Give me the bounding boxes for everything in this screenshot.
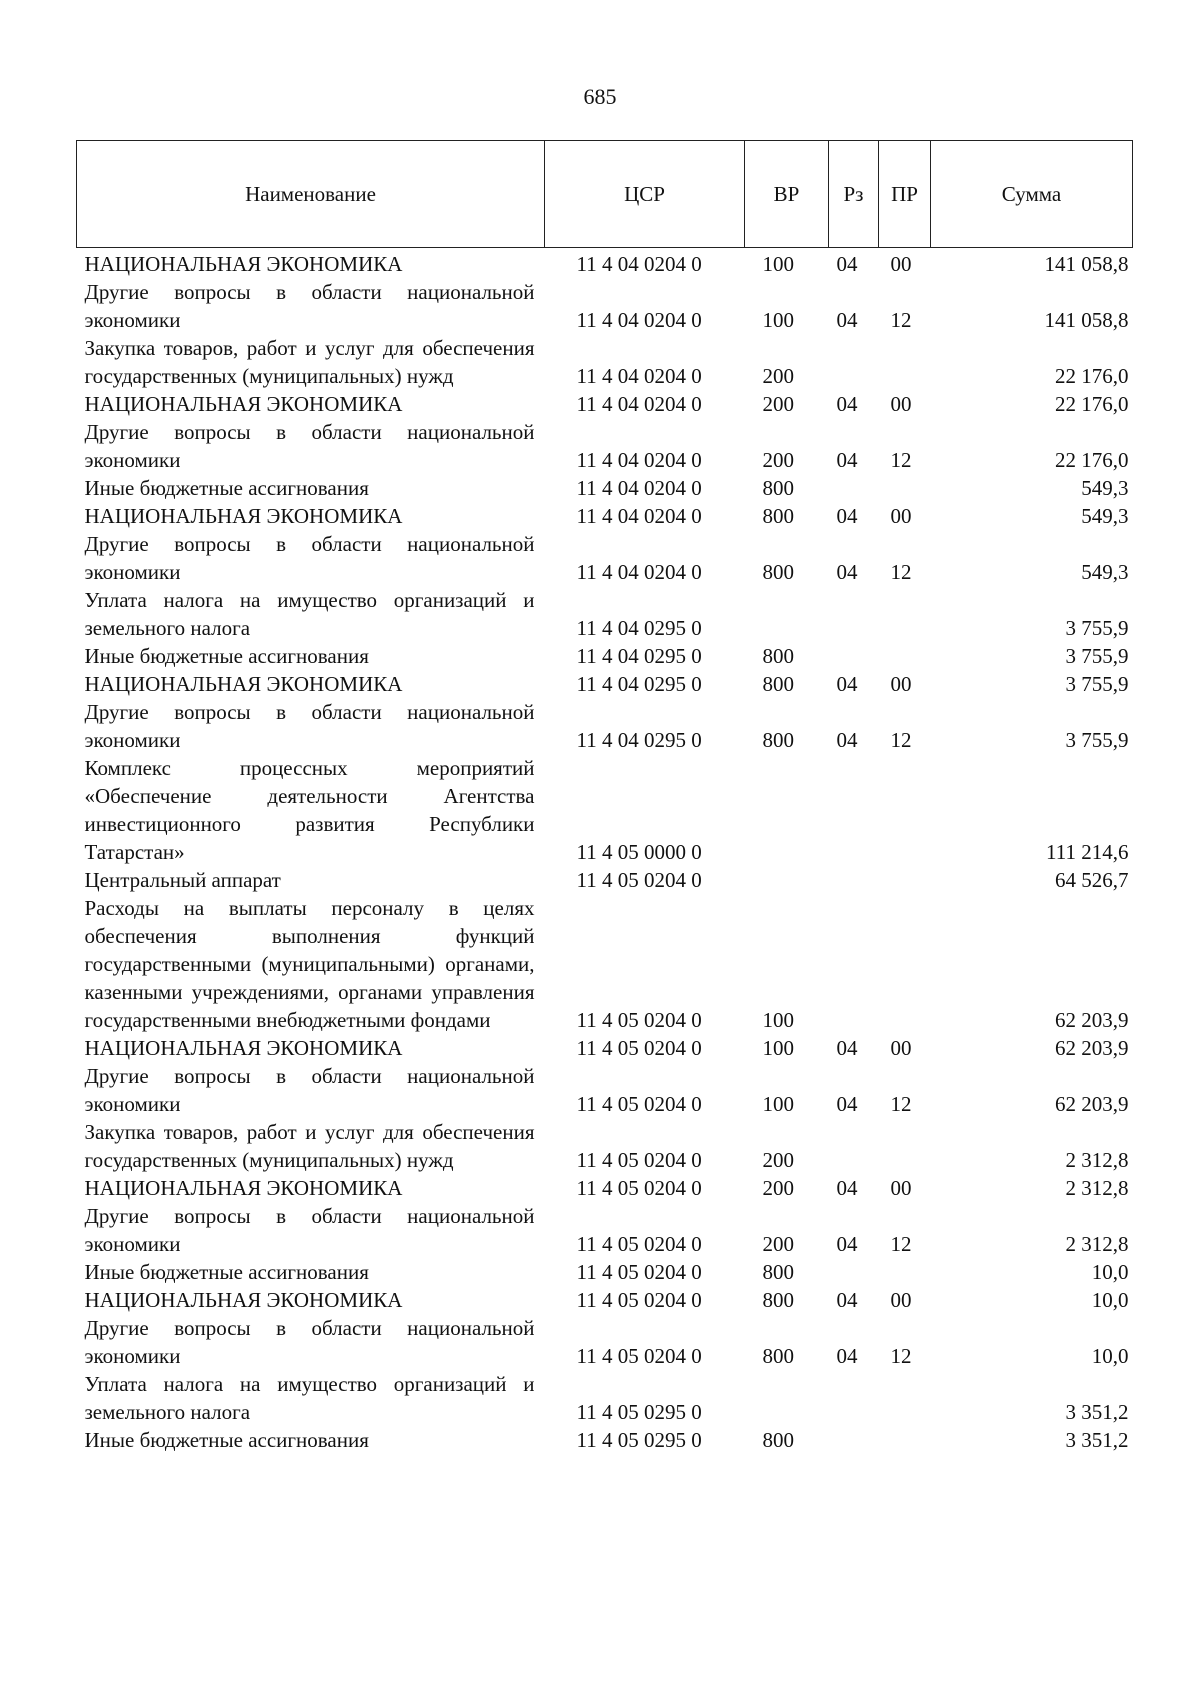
cell-sum: 3 755,9	[1065, 728, 1129, 752]
cell-name: Другие вопросы в области национальной экономики	[84, 420, 535, 472]
cell-vr: 200	[762, 364, 794, 388]
cell-rz	[829, 642, 879, 670]
cell-rz	[829, 334, 879, 390]
cell-pr: 12	[890, 1344, 912, 1368]
cell-rz	[829, 894, 879, 1034]
cell-vr: 100	[762, 1008, 794, 1032]
cell-rz: 04	[836, 1036, 858, 1060]
cell-vr: 800	[762, 728, 794, 752]
cell-pr	[879, 1258, 931, 1286]
cell-pr	[879, 642, 931, 670]
cell-sum: 22 176,0	[1055, 448, 1129, 472]
cell-csr: 11 4 04 0295 0	[576, 644, 702, 668]
table-row	[77, 418, 1133, 474]
table-row	[77, 698, 1133, 754]
cell-pr: 12	[890, 560, 912, 584]
cell-rz	[829, 1258, 879, 1286]
cell-name: Иные бюджетные ассигнования	[84, 476, 369, 500]
cell-pr: 00	[890, 1036, 912, 1060]
cell-sum: 3 755,9	[1065, 672, 1129, 696]
cell-name: Расходы на выплаты персоналу в целях обеспечения выполнения функций государственными (муниципальными) органами, казенными учреждениями, органами управления государственными внебюджетными фондами	[84, 896, 535, 1032]
cell-rz: 04	[836, 252, 858, 276]
cell-csr: 11 4 05 0204 0	[576, 1288, 702, 1312]
cell-rz: 04	[836, 392, 858, 416]
cell-name: Другие вопросы в области национальной экономики	[84, 532, 535, 584]
cell-vr: 800	[762, 560, 794, 584]
cell-pr	[879, 334, 931, 390]
cell-sum: 549,3	[1081, 504, 1129, 528]
cell-sum: 3 755,9	[1065, 616, 1129, 640]
table-row	[77, 754, 1133, 866]
header-name: Наименование	[77, 141, 545, 248]
cell-csr: 11 4 05 0204 0	[576, 1036, 702, 1060]
cell-rz: 04	[836, 1288, 858, 1312]
cell-sum: 64 526,7	[1055, 868, 1129, 892]
cell-sum: 10,0	[1091, 1344, 1129, 1368]
cell-rz: 04	[836, 504, 858, 528]
cell-sum: 549,3	[1081, 560, 1129, 584]
cell-vr	[745, 754, 829, 866]
cell-rz	[829, 586, 879, 642]
cell-vr: 200	[762, 1148, 794, 1172]
cell-sum: 141 058,8	[1044, 252, 1129, 276]
cell-vr: 100	[762, 1036, 794, 1060]
cell-rz	[829, 474, 879, 502]
cell-csr: 11 4 05 0204 0	[576, 1260, 702, 1284]
header-pr: ПР	[879, 141, 931, 248]
cell-pr	[879, 754, 931, 866]
cell-pr: 12	[890, 1232, 912, 1256]
table-row	[77, 248, 1133, 279]
cell-sum: 10,0	[1091, 1260, 1129, 1284]
table-row	[77, 1314, 1133, 1370]
cell-sum: 2 312,8	[1065, 1176, 1129, 1200]
cell-csr: 11 4 04 0204 0	[576, 476, 702, 500]
cell-vr	[745, 586, 829, 642]
header-vr: ВР	[745, 141, 829, 248]
table-row	[77, 866, 1133, 894]
cell-pr: 00	[890, 1176, 912, 1200]
cell-pr: 00	[890, 672, 912, 696]
table-row	[77, 1034, 1133, 1062]
cell-vr: 200	[762, 392, 794, 416]
cell-name: НАЦИОНАЛЬНАЯ ЭКОНОМИКА	[84, 504, 403, 528]
cell-vr: 800	[762, 504, 794, 528]
cell-sum: 2 312,8	[1065, 1148, 1129, 1172]
cell-name: Иные бюджетные ассигнования	[84, 1260, 369, 1284]
table-row	[77, 530, 1133, 586]
header-rz: Рз	[829, 141, 879, 248]
cell-csr: 11 4 04 0204 0	[576, 504, 702, 528]
cell-rz: 04	[836, 1176, 858, 1200]
table-row	[77, 1286, 1133, 1314]
cell-csr: 11 4 04 0204 0	[576, 252, 702, 276]
cell-vr	[745, 1370, 829, 1426]
cell-csr: 11 4 04 0204 0	[576, 448, 702, 472]
cell-csr: 11 4 05 0204 0	[576, 1092, 702, 1116]
table-row	[77, 1202, 1133, 1258]
cell-rz: 04	[836, 560, 858, 584]
cell-sum: 2 312,8	[1065, 1232, 1129, 1256]
cell-vr: 800	[762, 672, 794, 696]
cell-name: Другие вопросы в области национальной экономики	[84, 1064, 535, 1116]
cell-name: НАЦИОНАЛЬНАЯ ЭКОНОМИКА	[84, 1288, 403, 1312]
cell-rz	[829, 1370, 879, 1426]
table-row	[77, 390, 1133, 418]
cell-csr: 11 4 04 0204 0	[576, 364, 702, 388]
cell-sum: 3 755,9	[1065, 644, 1129, 668]
cell-sum: 3 351,2	[1065, 1428, 1129, 1452]
cell-sum: 141 058,8	[1044, 308, 1129, 332]
cell-rz: 04	[836, 1344, 858, 1368]
cell-vr: 100	[762, 1092, 794, 1116]
table-row	[77, 1370, 1133, 1426]
cell-pr	[879, 866, 931, 894]
cell-pr	[879, 474, 931, 502]
cell-sum: 549,3	[1081, 476, 1129, 500]
cell-rz	[829, 866, 879, 894]
cell-csr: 11 4 04 0204 0	[576, 560, 702, 584]
cell-name: Иные бюджетные ассигнования	[84, 1428, 369, 1452]
table-row	[77, 1426, 1133, 1454]
cell-sum: 62 203,9	[1055, 1008, 1129, 1032]
cell-vr: 800	[762, 476, 794, 500]
cell-name: Уплата налога на имущество организаций и земельного налога	[84, 1372, 535, 1424]
cell-pr: 12	[890, 728, 912, 752]
cell-vr: 800	[762, 1428, 794, 1452]
cell-csr: 11 4 04 0204 0	[576, 392, 702, 416]
table-body	[77, 248, 1133, 1455]
table-row	[77, 1174, 1133, 1202]
cell-csr: 11 4 05 0000 0	[576, 840, 702, 864]
cell-name: НАЦИОНАЛЬНАЯ ЭКОНОМИКА	[84, 1176, 403, 1200]
header-csr: ЦСР	[545, 141, 745, 248]
table-row	[77, 502, 1133, 530]
cell-name: Комплекс процессных мероприятий «Обеспечение деятельности Агентства инвестиционного развития Республики Татарстан»	[84, 756, 535, 864]
cell-vr: 100	[762, 308, 794, 332]
table-row	[77, 586, 1133, 642]
table-row	[77, 474, 1133, 502]
cell-vr: 200	[762, 1232, 794, 1256]
cell-pr: 12	[890, 448, 912, 472]
cell-vr: 800	[762, 1344, 794, 1368]
cell-name: Центральный аппарат	[84, 868, 281, 892]
cell-csr: 11 4 05 0204 0	[576, 1008, 702, 1032]
cell-csr: 11 4 05 0204 0	[576, 1148, 702, 1172]
cell-pr	[879, 894, 931, 1034]
cell-pr	[879, 1370, 931, 1426]
cell-name: Закупка товаров, работ и услуг для обеспечения государственных (муниципальных) нужд	[84, 336, 535, 388]
cell-name: НАЦИОНАЛЬНАЯ ЭКОНОМИКА	[84, 252, 403, 276]
cell-rz: 04	[836, 1092, 858, 1116]
cell-pr: 12	[890, 1092, 912, 1116]
cell-csr: 11 4 04 0204 0	[576, 308, 702, 332]
cell-sum: 3 351,2	[1065, 1400, 1129, 1424]
cell-vr: 800	[762, 1260, 794, 1284]
cell-pr: 00	[890, 504, 912, 528]
cell-vr	[745, 866, 829, 894]
cell-name: Другие вопросы в области национальной экономики	[84, 1316, 535, 1368]
cell-pr	[879, 1118, 931, 1174]
cell-vr: 800	[762, 644, 794, 668]
cell-rz	[829, 1426, 879, 1454]
cell-sum: 62 203,9	[1055, 1092, 1129, 1116]
cell-pr: 00	[890, 1288, 912, 1312]
table-row	[77, 1258, 1133, 1286]
table-row	[77, 334, 1133, 390]
cell-rz: 04	[836, 728, 858, 752]
cell-sum: 111 214,6	[1046, 840, 1129, 864]
cell-csr: 11 4 05 0295 0	[576, 1400, 702, 1424]
table-row	[77, 670, 1133, 698]
cell-csr: 11 4 04 0295 0	[576, 672, 702, 696]
cell-csr: 11 4 04 0295 0	[576, 616, 702, 640]
cell-pr: 00	[890, 392, 912, 416]
header-sum: Сумма	[931, 141, 1133, 248]
cell-name: Другие вопросы в области национальной экономики	[84, 280, 535, 332]
cell-csr: 11 4 05 0204 0	[576, 1344, 702, 1368]
cell-pr: 12	[890, 308, 912, 332]
cell-rz	[829, 754, 879, 866]
table-row	[77, 894, 1133, 1034]
cell-pr: 00	[890, 252, 912, 276]
cell-name: Уплата налога на имущество организаций и земельного налога	[84, 588, 535, 640]
cell-sum: 10,0	[1091, 1288, 1129, 1312]
cell-pr	[879, 1426, 931, 1454]
cell-name: Иные бюджетные ассигнования	[84, 644, 369, 668]
table-row	[77, 278, 1133, 334]
cell-name: НАЦИОНАЛЬНАЯ ЭКОНОМИКА	[84, 392, 403, 416]
cell-name: НАЦИОНАЛЬНАЯ ЭКОНОМИКА	[84, 1036, 403, 1060]
cell-csr: 11 4 05 0204 0	[576, 868, 702, 892]
cell-rz: 04	[836, 672, 858, 696]
table-row	[77, 1118, 1133, 1174]
cell-name: НАЦИОНАЛЬНАЯ ЭКОНОМИКА	[84, 672, 403, 696]
cell-csr: 11 4 05 0204 0	[576, 1176, 702, 1200]
page-number: 685	[583, 84, 617, 109]
cell-name: Другие вопросы в области национальной экономики	[84, 700, 535, 752]
cell-sum: 22 176,0	[1055, 392, 1129, 416]
cell-csr: 11 4 04 0295 0	[576, 728, 702, 752]
cell-vr: 200	[762, 448, 794, 472]
cell-rz	[829, 1118, 879, 1174]
cell-csr: 11 4 05 0295 0	[576, 1428, 702, 1452]
cell-vr: 100	[762, 252, 794, 276]
cell-vr: 200	[762, 1176, 794, 1200]
cell-rz: 04	[836, 448, 858, 472]
cell-name: Другие вопросы в области национальной экономики	[84, 1204, 535, 1256]
cell-vr: 800	[762, 1288, 794, 1312]
table-header	[77, 141, 1133, 248]
cell-sum: 62 203,9	[1055, 1036, 1129, 1060]
budget-table	[76, 140, 1133, 1454]
cell-pr	[879, 586, 931, 642]
cell-sum: 22 176,0	[1055, 364, 1129, 388]
cell-csr: 11 4 05 0204 0	[576, 1232, 702, 1256]
table-row	[77, 1062, 1133, 1118]
cell-name: Закупка товаров, работ и услуг для обеспечения государственных (муниципальных) нужд	[84, 1120, 535, 1172]
cell-rz: 04	[836, 308, 858, 332]
cell-rz: 04	[836, 1232, 858, 1256]
table-row	[77, 642, 1133, 670]
